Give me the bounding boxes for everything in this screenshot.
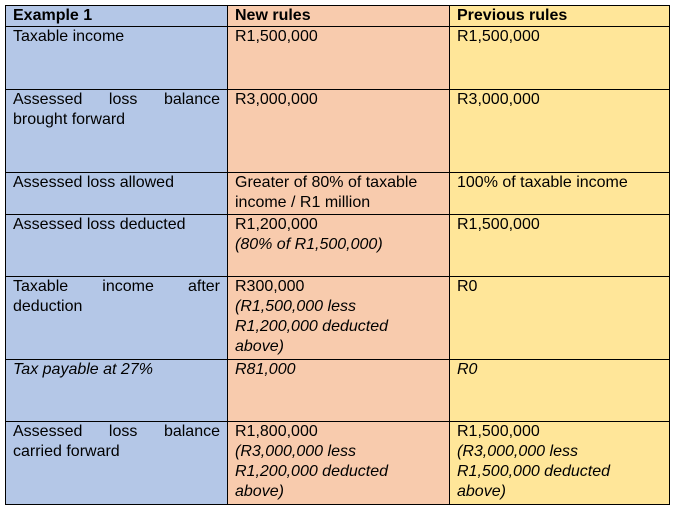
value-line: R1,800,000 (235, 423, 318, 440)
note-line: (80% of R1,500,000) (235, 236, 383, 253)
new-rules-cell (228, 422, 450, 505)
row-label (6, 90, 228, 173)
table-row (6, 173, 670, 215)
note-line: (R3,000,000 less (235, 443, 356, 460)
table-row (6, 360, 670, 422)
value-line: R1,500,000 (457, 423, 540, 440)
note-line: above) (235, 483, 284, 500)
note-line: R1,200,000 deducted (235, 463, 389, 480)
row-label: Taxable income (6, 27, 228, 90)
previous-rules-cell (450, 360, 670, 422)
value-text: 100% of taxable income (457, 174, 628, 191)
previous-rules-cell (450, 90, 670, 173)
note-line: above) (457, 483, 506, 500)
value-line: R300,000 (235, 278, 305, 295)
label-line: deduction (13, 298, 83, 315)
new-rules-cell (228, 277, 450, 360)
note-line: R1,200,000 deducted (235, 318, 389, 335)
header-previous-rules: Previous rules (450, 6, 670, 27)
row-label: Tax payable at 27% (6, 360, 228, 422)
value-text: R81,000 (235, 361, 296, 378)
new-rules-cell (228, 27, 450, 90)
new-rules-cell (228, 215, 450, 277)
new-rules-cell (228, 360, 450, 422)
row-label (6, 422, 228, 505)
previous-rules-cell (450, 277, 670, 360)
row-label: Assessed loss allowed (6, 173, 228, 215)
comparison-table (5, 5, 670, 505)
note-line: (R1,500,000 less (235, 298, 356, 315)
note-line: above) (235, 338, 284, 355)
row-label: Assessed loss deducted (6, 215, 228, 277)
label-line: Assessed loss balance (13, 91, 220, 108)
header-example: Example 1 (6, 6, 228, 27)
label-line: Taxable income after (13, 278, 220, 295)
value-text: R3,000,000 (235, 91, 318, 108)
label-line: carried forward (13, 443, 120, 460)
value-text: R0 (457, 278, 478, 295)
value-line: R1,200,000 (235, 216, 318, 233)
header-new-rules: New rules (228, 6, 450, 27)
value-text: R1,500,000 (457, 28, 540, 45)
value-text: R3,000,000 (457, 91, 540, 108)
note-line: (R3,000,000 less (457, 443, 578, 460)
previous-rules-cell (450, 173, 670, 215)
value-line: Greater of 80% of taxable (235, 174, 418, 191)
value-text: R1,500,000 (235, 28, 318, 45)
label-line: Assessed loss balance (13, 423, 220, 440)
table-row (6, 422, 670, 505)
previous-rules-cell (450, 27, 670, 90)
new-rules-cell (228, 90, 450, 173)
table-row (6, 27, 670, 90)
table-row (6, 215, 670, 277)
row-label (6, 277, 228, 360)
new-rules-cell (228, 173, 450, 215)
label-line: brought forward (13, 111, 126, 128)
note-line: R1,500,000 deducted (457, 463, 611, 480)
value-text: R0 (457, 361, 478, 378)
table-row (6, 90, 670, 173)
value-line: income / R1 million (235, 194, 371, 211)
previous-rules-cell (450, 422, 670, 505)
table-row (6, 277, 670, 360)
value-text: R1,500,000 (457, 216, 540, 233)
header-row (6, 6, 670, 27)
previous-rules-cell (450, 215, 670, 277)
